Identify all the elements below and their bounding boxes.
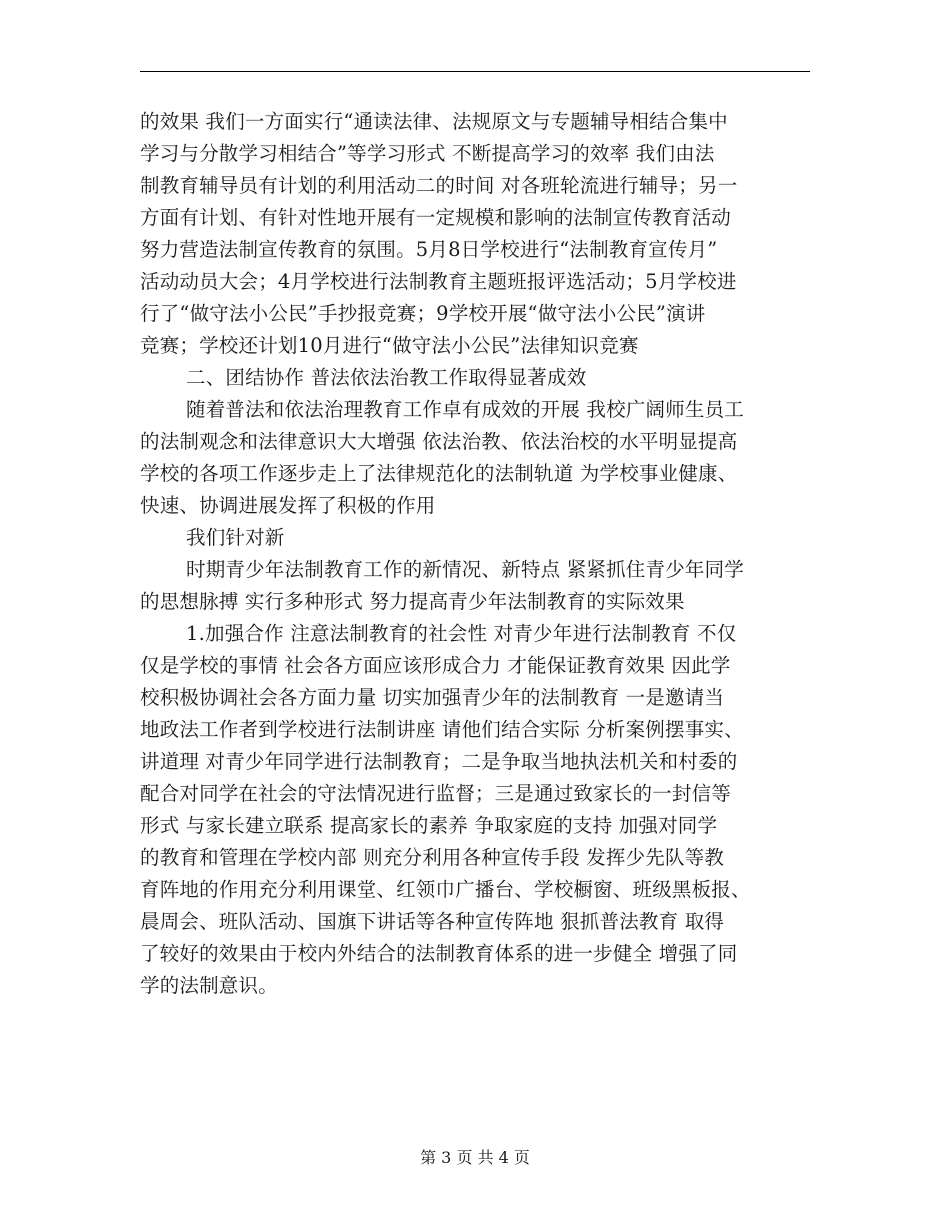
text-line: 配合对同学在社会的守法情况进行监督；三是通过致家长的一封信等 bbox=[140, 782, 732, 805]
text-line: 形式 与家长建立联系 提高家长的素养 争取家庭的支持 加强对同学 bbox=[140, 814, 718, 837]
text-line: 1.加强合作 注意法制教育的社会性 对青少年进行法制教育 不仅 bbox=[186, 622, 737, 645]
text-line: 努力营造法制宣传教育的氛围。5月8日学校进行“法制教育宣传月” bbox=[140, 238, 718, 261]
text-line: 晨周会、班队活动、国旗下讲话等各种宣传阵地 狠抓普法教育 取得 bbox=[140, 910, 725, 933]
text-line: 行了“做守法小公民”手抄报竞赛；9学校开展“做守法小公民”演讲 bbox=[140, 302, 706, 325]
text-line: 活动动员大会；4月学校进行法制教育主题班报评选活动；5月学校进 bbox=[140, 270, 737, 293]
text-line: 了较好的效果由于校内外结合的法制教育体系的进一步健全 增强了同 bbox=[140, 942, 738, 965]
text-line: 的教育和管理在学校内部 则充分利用各种宣传手段 发挥少先队等教 bbox=[140, 846, 725, 869]
text-line: 学校的各项工作逐步走上了法律规范化的法制轨道 为学校事业健康、 bbox=[140, 462, 738, 485]
text-line: 学习与分散学习相结合”等学习形式 不断提高学习的效率 我们由法 bbox=[140, 142, 715, 165]
text-line: 快速、协调进展发挥了积极的作用 bbox=[140, 494, 436, 517]
text-line: 讲道理 对青少年同学进行法制教育；二是争取当地执法机关和村委的 bbox=[140, 750, 738, 773]
text-line: 的法制观念和法律意识大大增强 依法治教、依法治校的水平明显提高 bbox=[140, 430, 738, 453]
text-line: 的效果 我们一方面实行“通读法律、法规原文与专题辅导相结合集中 bbox=[140, 110, 728, 133]
text-line: 学的法制意识。 bbox=[140, 974, 278, 997]
text-line: 的思想脉搏 实行多种形式 努力提高青少年法制教育的实际效果 bbox=[140, 590, 685, 613]
header-rule bbox=[140, 71, 810, 72]
section-heading: 二、团结协作 普法依法治教工作取得显著成效 bbox=[186, 366, 587, 389]
page-number: 第 3 页 共 4 页 bbox=[420, 1148, 530, 1167]
text-line: 制教育辅导员有计划的利用活动二的时间 对各班轮流进行辅导；另一 bbox=[140, 174, 738, 197]
text-line: 方面有计划、有针对性地开展有一定规模和影响的法制宣传教育活动 bbox=[140, 206, 732, 229]
text-line: 育阵地的作用充分利用课堂、红领巾广播台、学校橱窗、班级黑板报、 bbox=[140, 878, 751, 901]
text-line: 时期青少年法制教育工作的新情况、新特点 紧紧抓住青少年同学 bbox=[186, 558, 744, 581]
text-line: 我们针对新 bbox=[186, 526, 285, 549]
text-line: 仅是学校的事情 社会各方面应该形成合力 才能保证教育效果 因此学 bbox=[140, 654, 731, 677]
text-line: 地政法工作者到学校进行法制讲座 请他们结合实际 分析案例摆事实、 bbox=[140, 718, 744, 741]
document-body bbox=[140, 106, 810, 1002]
text-line: 竞赛；学校还计划10月进行“做守法小公民”法律知识竞赛 bbox=[140, 334, 639, 357]
text-line: 校积极协调社会各方面力量 切实加强青少年的法制教育 一是邀请当 bbox=[140, 686, 725, 709]
text-line: 随着普法和依法治理教育工作卓有成效的开展 我校广阔师生员工 bbox=[186, 398, 744, 421]
